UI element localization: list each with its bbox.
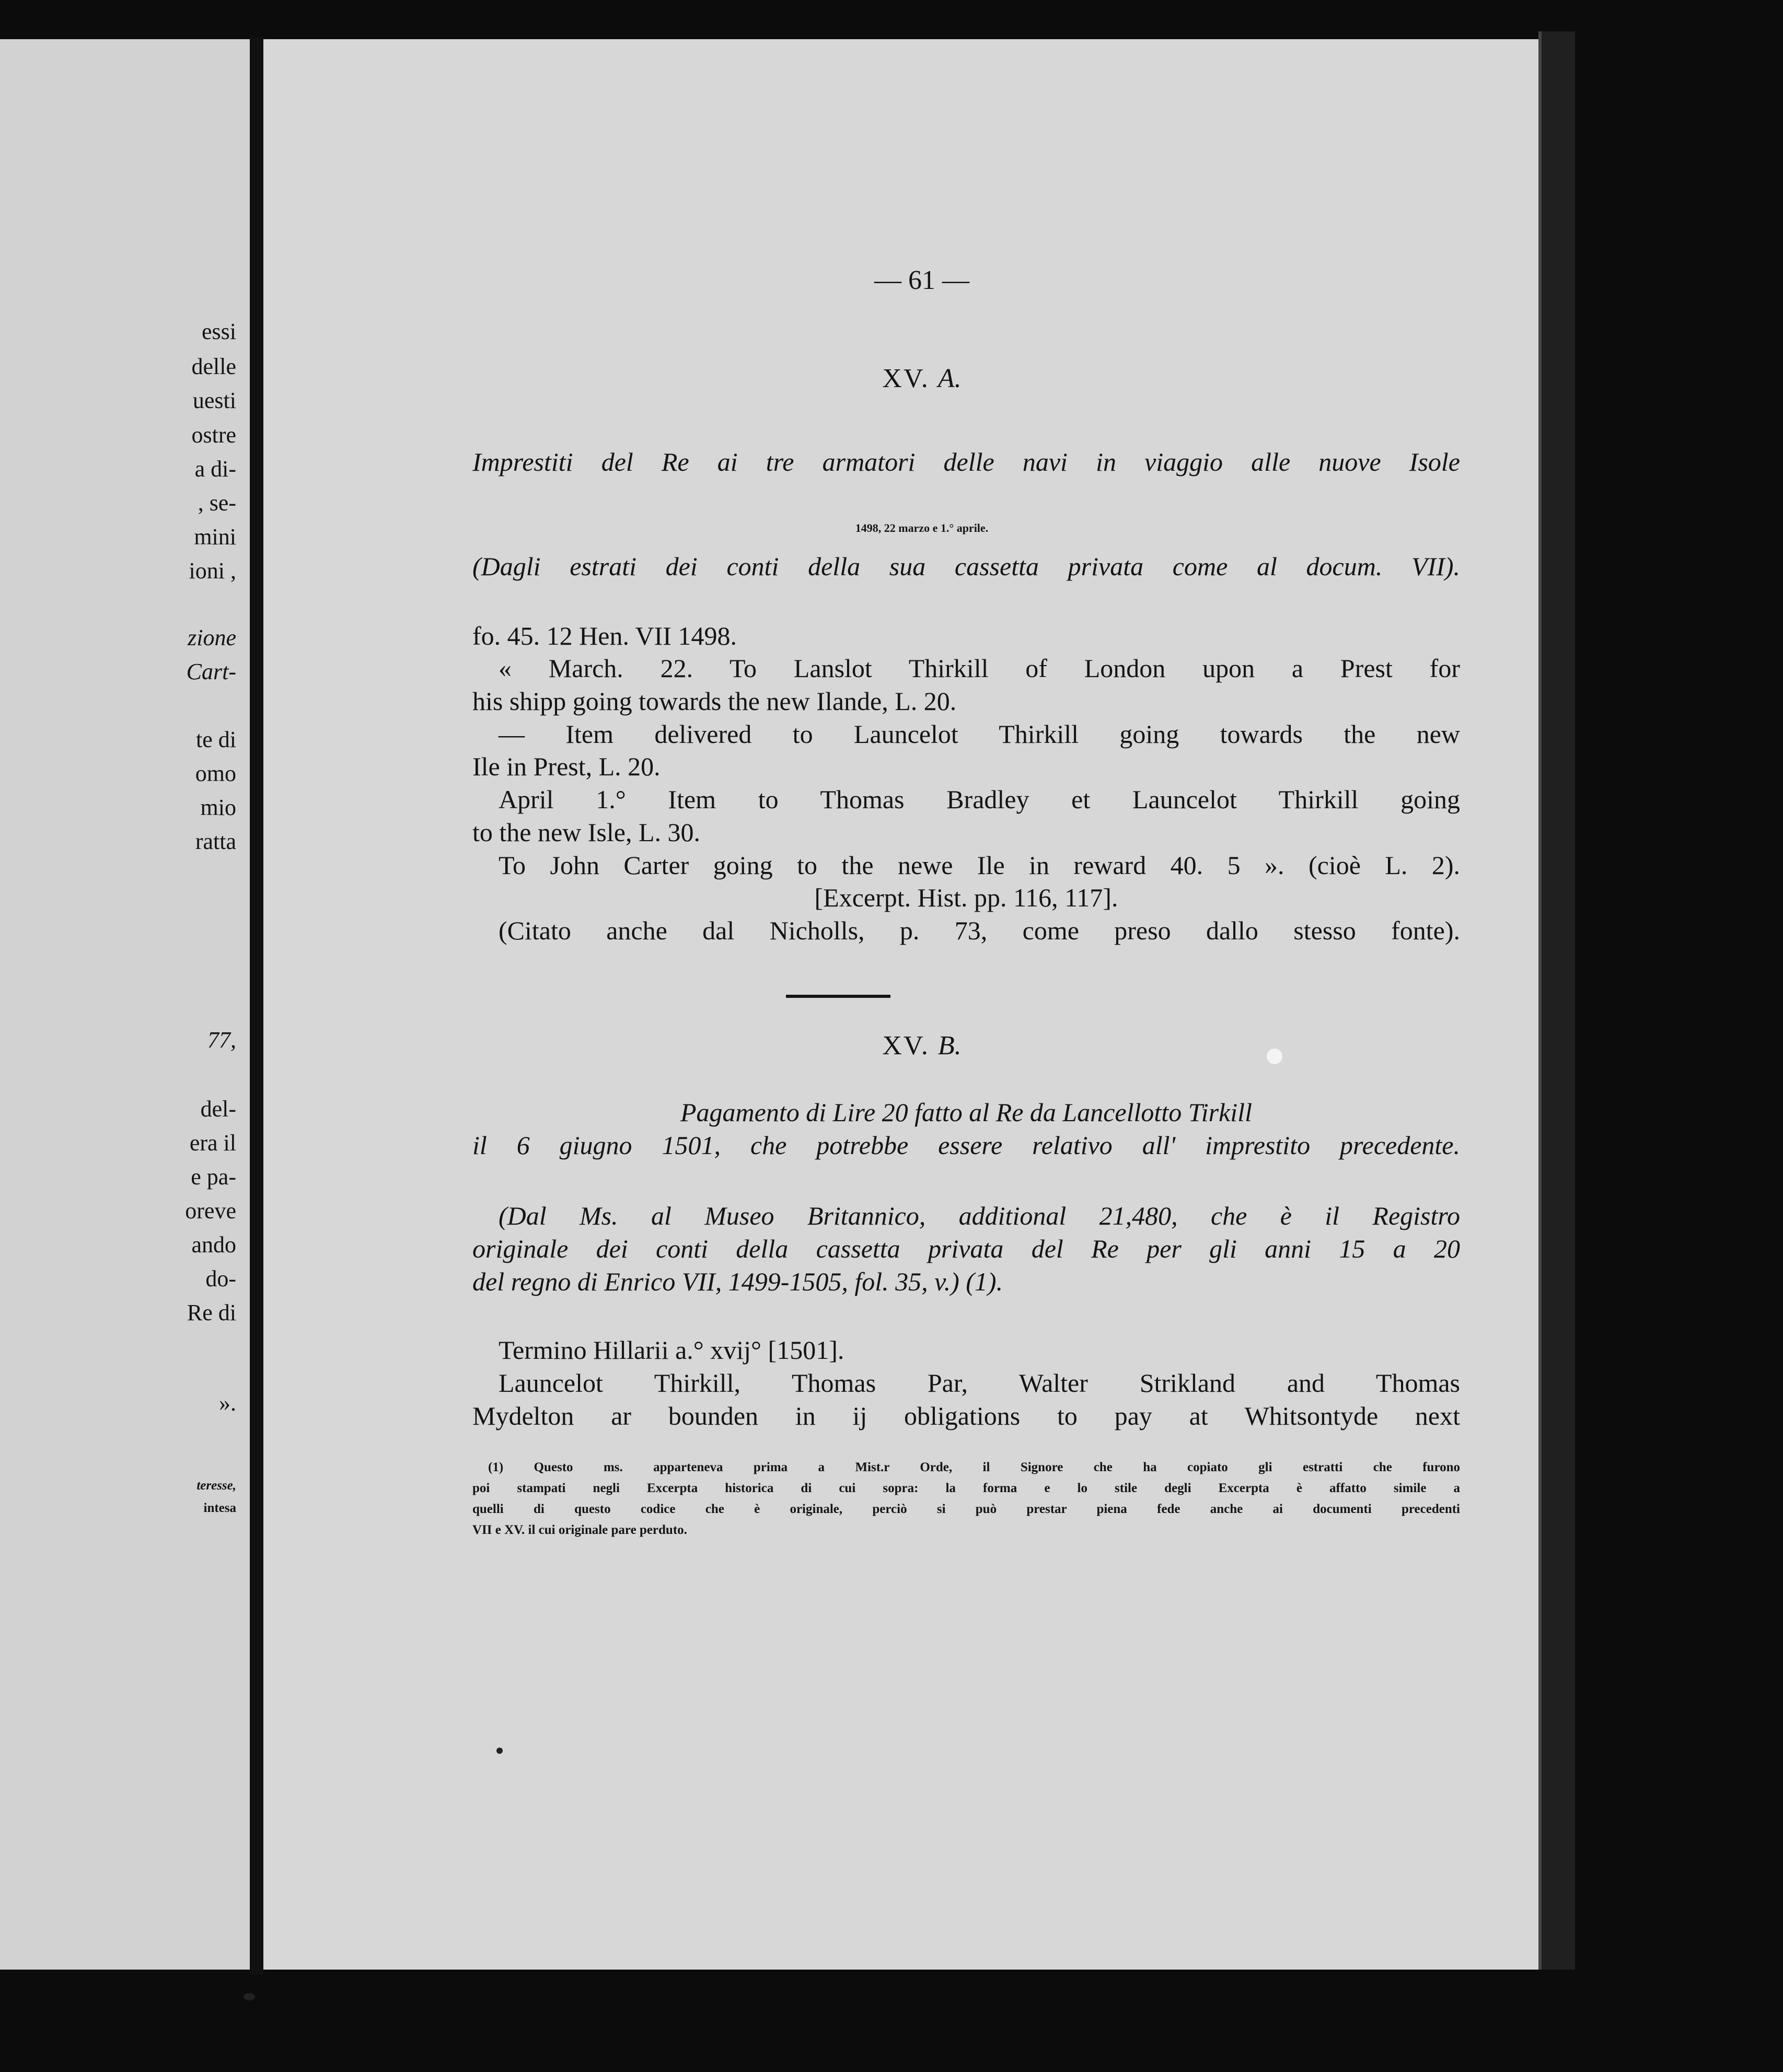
left-text-fragment: zione [188, 625, 236, 650]
section-a-heading [775, 363, 1068, 394]
section-b-number: XV. [882, 1031, 930, 1061]
left-text-fragment: ioni , [189, 558, 236, 584]
left-page-edge [0, 39, 251, 1970]
left-text-fragment: mio [200, 795, 236, 820]
left-text-fragment: ratta [195, 829, 236, 854]
footnote-line: VII e XV. il cui originale pare perduto. [472, 1523, 687, 1537]
citation-line: (Citato anche dal Nicholls, p. 73, come preso dallo stesso fonte). [499, 916, 1460, 945]
section-a-number: XV. [882, 364, 930, 393]
section-b-title-line: il 6 giugno 1501, che potrebbe essere relativo all' imprestito precedente. [472, 1131, 1460, 1160]
ink-spot [496, 1748, 503, 1754]
footnote-line: quelli di questo codice che è originale, perciò si può prestar piena fede anche ai documenti precedenti [472, 1502, 1460, 1516]
section-b-heading [775, 1030, 1068, 1061]
ledger-line: — Item delivered to Launcelot Thirkill going towards the new [499, 719, 1460, 749]
section-a-date: 1498, 22 marzo e 1.° aprile. [855, 521, 989, 534]
ledger-line: Termino Hillarii a.° xvij° [1501]. [499, 1335, 844, 1365]
section-b-letter: B. [937, 1031, 962, 1061]
section-a-source: (Dagli estrati dei conti della sua cassetta privata come al docum. VII). [472, 552, 1460, 581]
book-gutter [250, 37, 263, 1975]
book-cover-edge [1538, 31, 1575, 1970]
left-text-fragment: intesa [203, 1501, 236, 1515]
section-b-source-line: del regno di Enrico VII, 1499-1505, fol. 35, v.) (1). [472, 1267, 1003, 1296]
left-text-fragment: a di- [194, 456, 236, 482]
left-text-fragment: , se- [198, 490, 236, 516]
left-text-fragment: essi [202, 319, 236, 344]
section-b-source-line: (Dal Ms. al Museo Britannico, additional 21,480, che è il Registro [499, 1201, 1460, 1230]
left-text-fragment: delle [191, 354, 236, 379]
section-a-title: Imprestiti del Re ai tre armatori delle navi in viaggio alle nuove Isole [472, 447, 1460, 476]
left-text-fragment: 77, [207, 1027, 236, 1053]
left-text-fragment: do- [205, 1266, 236, 1291]
left-text-fragment: Re di [187, 1300, 236, 1325]
left-text-fragment: mini [194, 524, 236, 550]
ledger-line: « March. 22. To Lanslot Thirkill of London upon a Prest for [499, 654, 1460, 683]
page-number: — 61 — [874, 265, 969, 295]
left-text-fragment: uesti [192, 388, 236, 413]
citation-line: [Excerpt. Hist. pp. 116, 117]. [814, 883, 1118, 912]
left-text-fragment: del- [200, 1096, 236, 1122]
left-text-fragment: ostre [191, 422, 236, 448]
section-divider [786, 995, 890, 998]
ledger-line: his shipp going towards the new Ilande, L. 20. [472, 686, 957, 716]
left-text-fragment: omo [195, 761, 236, 786]
ledger-line: Launcelot Thirkill, Thomas Par, Walter Strikland and Thomas [499, 1368, 1460, 1398]
left-text-fragment: ». [219, 1390, 236, 1416]
ledger-line: to the new Isle, L. 30. [472, 818, 701, 847]
left-text-fragment: oreve [185, 1198, 236, 1224]
left-text-fragment: Cart- [186, 659, 236, 684]
left-text-fragment: era il [189, 1130, 236, 1156]
footnote-line: poi stampati negli Excerpta historica di cui sopra: la forma e lo stile degli Excerpta è affatto simile a [472, 1481, 1460, 1495]
section-a-letter: A. [937, 364, 962, 393]
left-text-fragment: e pa- [191, 1164, 236, 1190]
left-text-fragment: te di [196, 727, 236, 752]
ledger-line: To John Carter going to the newe Ile in reward 40. 5 ». (cioè L. 2). [499, 851, 1460, 880]
paper-speck [1267, 1049, 1282, 1064]
left-text-fragment: ando [191, 1232, 236, 1258]
ledger-line: Ile in Prest, L. 20. [472, 752, 661, 781]
section-b-source-line: originale dei conti della cassetta privata del Re per gli anni 15 a 20 [472, 1234, 1460, 1263]
ledger-line: April 1.° Item to Thomas Bradley et Launcelot Thirkill going [499, 785, 1460, 814]
document-page [263, 39, 1538, 1970]
section-b-title-line: Pagamento di Lire 20 fatto al Re da Lancellotto Tirkill [680, 1098, 1252, 1127]
ledger-line: Mydelton ar bounden in ij obligations to pay at Whitsontyde next [472, 1401, 1460, 1430]
ink-spot [244, 1993, 255, 2000]
ledger-line: fo. 45. 12 Hen. VII 1498. [472, 621, 737, 650]
footnote-line: (1) Questo ms. apparteneva prima a Mist.r Orde, il Signore che ha copiato gli estratti che furono [488, 1460, 1460, 1474]
left-text-fragment: teresse, [196, 1479, 236, 1493]
